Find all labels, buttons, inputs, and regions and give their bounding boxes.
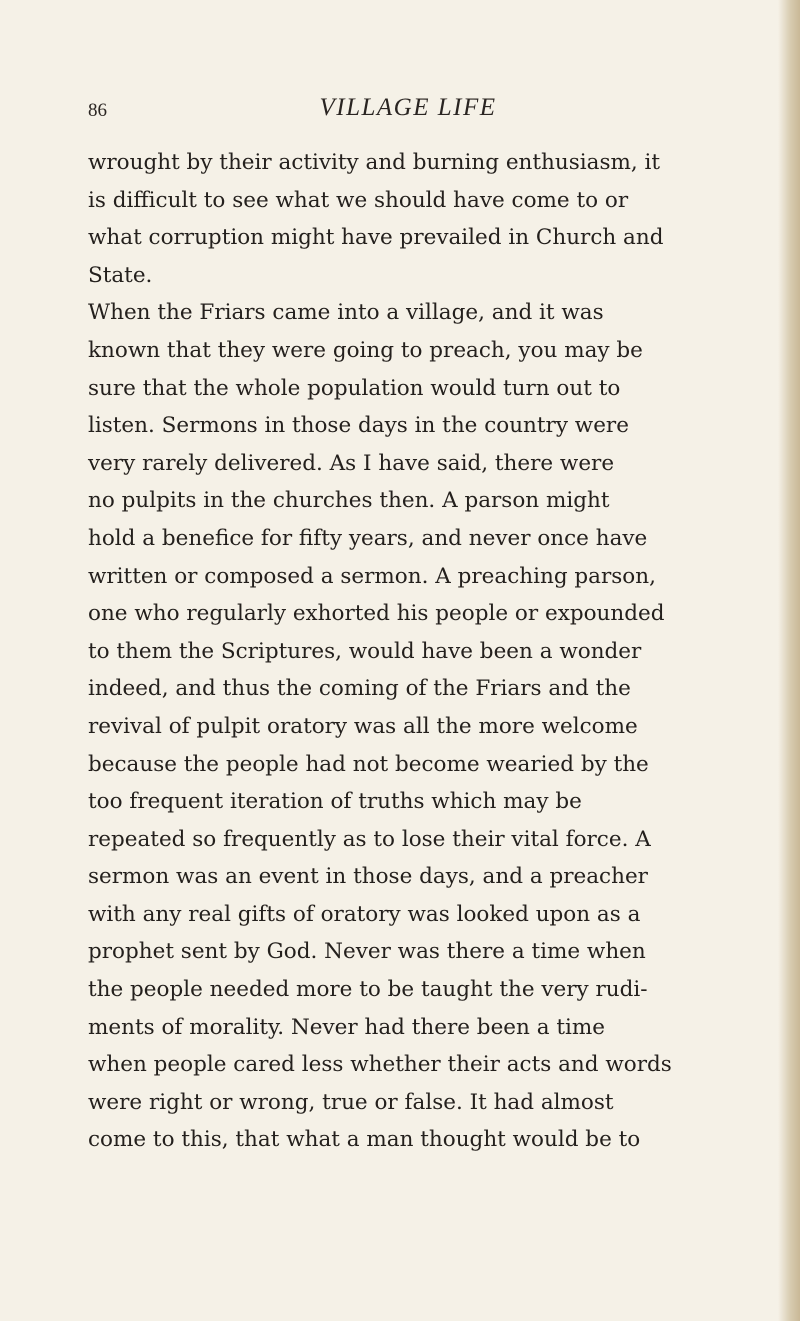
text-line: when people cared less whether their acts and words [88,1052,672,1078]
text-line: because the people had not become wearied by the [88,751,649,777]
text-line: too frequent iteration of truths which may be [88,789,582,815]
text-line: hold a benefice for fifty years, and never once have [88,525,648,551]
text-line: sure that the whole population would turn out to [88,375,621,401]
page-number: 86 [88,100,107,121]
text-line: State. [88,262,153,288]
page-edge-shadow [778,0,800,1321]
text-line: were right or wrong, true or false. It had almost [88,1089,614,1115]
text-line: When the Friars came into a village, and it was [88,300,604,326]
body-text [88,144,748,1159]
text-line: no pulpits in the churches then. A parson might [88,488,610,514]
text-line: very rarely delivered. As I have said, there were [88,450,615,476]
text-line: is difficult to see what we should have come to or [88,187,629,213]
running-head: VILLAGE LIFE [319,94,497,121]
text-line: to them the Scriptures, would have been a wonder [88,638,642,664]
text-line: indeed, and thus the coming of the Friars and the [88,676,631,702]
text-line: one who regularly exhorted his people or expounded [88,601,665,627]
page-header [88,94,728,134]
text-line: revival of pulpit oratory was all the more welcome [88,713,638,739]
text-line: come to this, that what a man thought would be to [88,1127,641,1153]
text-line: prophet sent by God. Never was there a time when [88,939,646,965]
text-line: the people needed more to be taught the very rudi- [88,977,648,1003]
text-line: known that they were going to preach, you may be [88,337,643,363]
text-line: sermon was an event in those days, and a preacher [88,864,648,890]
text-line: repeated so frequently as to lose their vital force. A [88,826,651,852]
text-line: listen. Sermons in those days in the country were [88,413,629,439]
text-line: written or composed a sermon. A preaching parson, [88,563,656,589]
text-line: ments of morality. Never had there been a time [88,1014,605,1040]
text-line: wrought by their activity and burning enthusiasm, it [88,150,661,175]
text-line: what corruption might have prevailed in Church and [88,225,664,251]
text-line: with any real gifts of oratory was looked upon as a [88,901,641,927]
